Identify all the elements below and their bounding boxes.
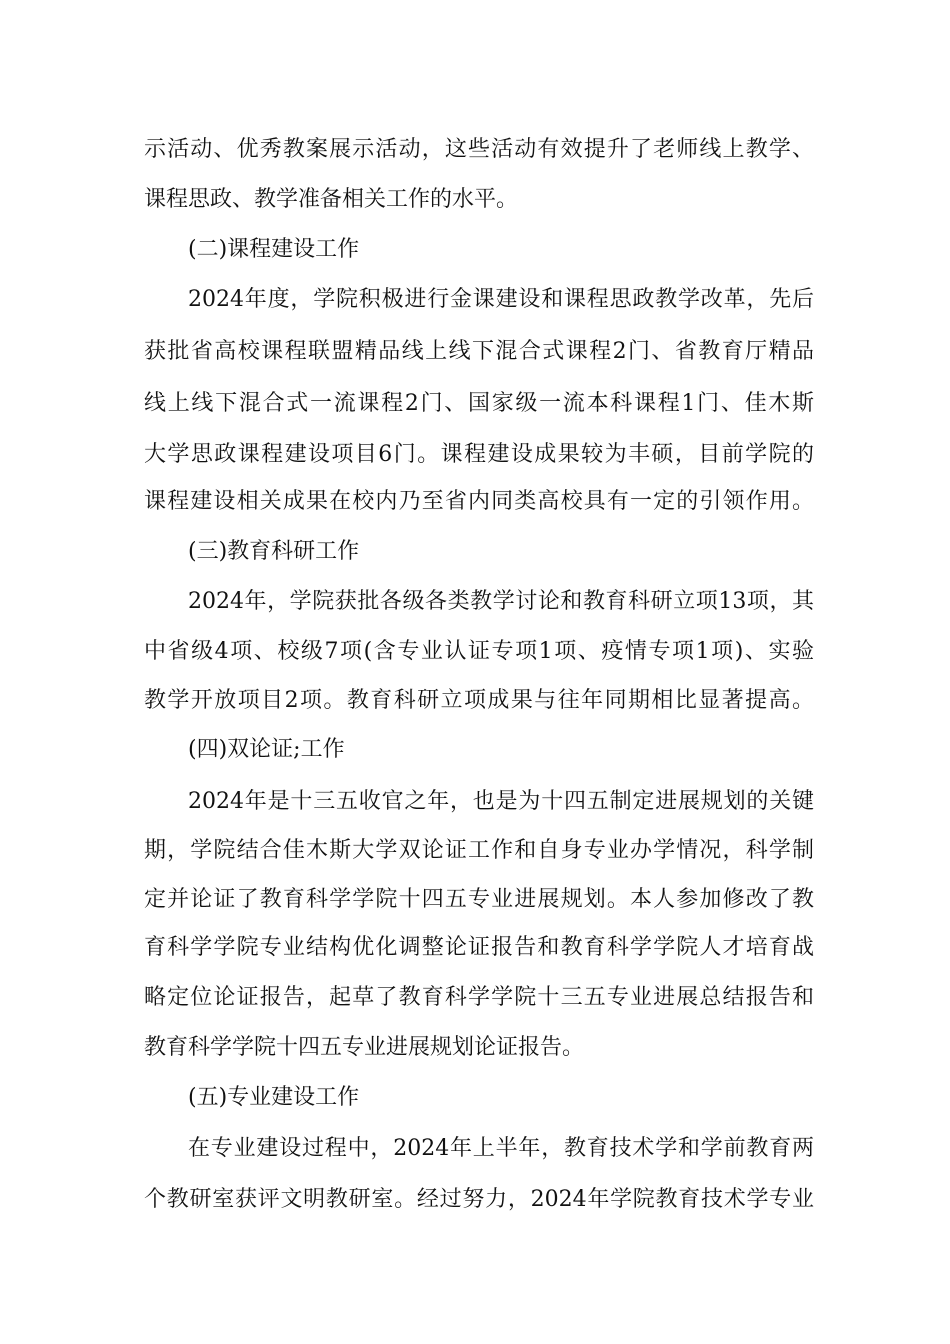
paragraph-line: 期，学院结合佳木斯大学双论证工作和自身专业办学情况，科学制 <box>144 838 814 863</box>
paragraph-line: 教学开放项目2项。教育科研立项成果与往年同期相比显著提高。 <box>144 688 814 713</box>
paragraph-line: 略定位论证报告，起草了教育科学学院十三五专业进展总结报告和 <box>144 985 814 1010</box>
paragraph-line: 中省级4项、校级7项(含专业认证专项1项、疫情专项1项)、实验 <box>144 639 814 664</box>
paragraph-line: 2024年是十三五收官之年，也是为十四五制定进展规划的关键 <box>188 789 814 814</box>
paragraph-line: 课程思政、教学准备相关工作的水平。 <box>144 187 519 212</box>
paragraph-line: 示活动、优秀教案展示活动，这些活动有效提升了老师线上教学、 <box>144 137 814 162</box>
paragraph-line: 个教研室获评文明教研室。经过努力，2024年学院教育技术学专业 <box>144 1187 814 1212</box>
section-heading: (三)教育科研工作 <box>188 539 360 564</box>
section-heading: (二)课程建设工作 <box>188 237 360 262</box>
section-heading: (四)双论证;工作 <box>188 737 345 762</box>
paragraph-line: 定并论证了教育科学学院十四五专业进展规划。本人参加修改了教 <box>144 887 814 912</box>
section-heading: (五)专业建设工作 <box>188 1085 360 1110</box>
paragraph-line: 获批省高校课程联盟精品线上线下混合式课程2门、省教育厅精品 <box>144 339 814 364</box>
paragraph-line: 大学思政课程建设项目6门。课程建设成果较为丰硕，目前学院的 <box>144 442 814 467</box>
paragraph-line: 教育科学学院十四五专业进展规划论证报告。 <box>144 1035 585 1060</box>
paragraph-line: 课程建设相关成果在校内乃至省内同类高校具有一定的引领作用。 <box>144 489 814 514</box>
paragraph-line: 2024年度，学院积极进行金课建设和课程思政教学改革，先后 <box>188 287 814 312</box>
paragraph-line: 育科学学院专业结构优化调整论证报告和教育科学学院人才培育战 <box>144 935 814 960</box>
paragraph-line: 线上线下混合式一流课程2门、国家级一流本科课程1门、佳木斯 <box>144 391 814 416</box>
paragraph-line: 在专业建设过程中，2024年上半年，教育技术学和学前教育两 <box>188 1136 814 1161</box>
paragraph-line: 2024年，学院获批各级各类教学讨论和教育科研立项13项，其 <box>188 589 814 614</box>
